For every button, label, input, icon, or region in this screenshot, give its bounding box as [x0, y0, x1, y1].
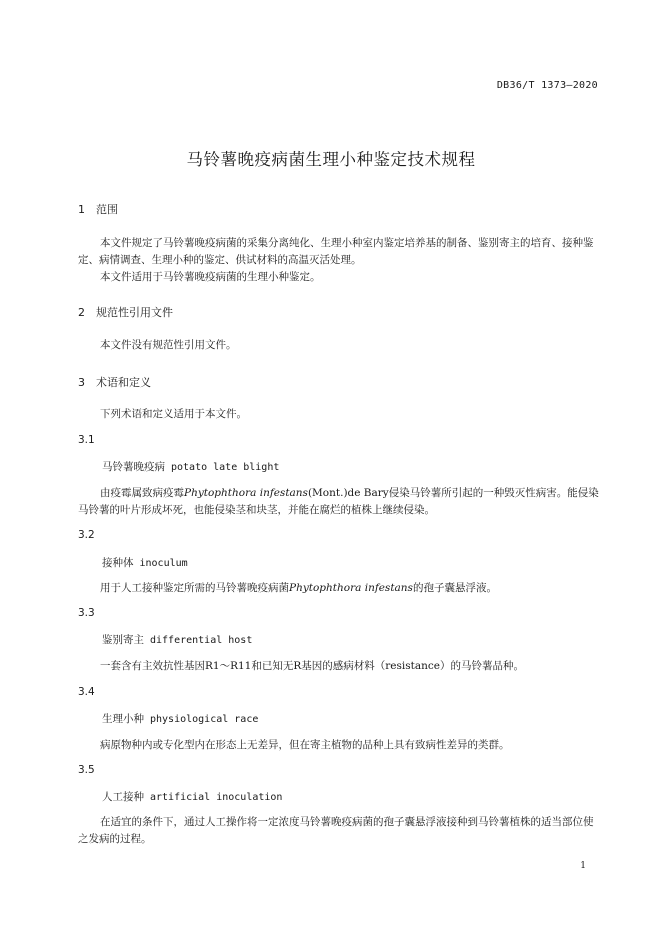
term-en: inoculum: [139, 558, 188, 569]
term-number: 3.4: [78, 686, 95, 698]
definition-text: 由疫霉属致病疫霉: [100, 487, 184, 499]
section-title: 规范性引用文件: [96, 306, 173, 319]
term-zh: 马铃薯晚疫病: [102, 461, 165, 473]
definition-text: 的孢子囊悬浮液。: [412, 582, 497, 594]
section-number: 1: [78, 203, 85, 216]
term-zh: 人工接种: [102, 791, 144, 803]
term-definition: [78, 485, 600, 519]
term-en: differential host: [150, 635, 253, 646]
term-heading: [102, 555, 188, 570]
term-heading: [102, 632, 252, 647]
scientific-name: Phytophthora infestans: [289, 582, 413, 594]
definition-text: (Mont.)de Bary侵染马铃薯所引起的一种毁灭性病害。能侵染马铃薯的叶片形成坏死，也能侵染茎和块茎，并能在腐烂的植株上继续侵染。: [78, 487, 599, 516]
term-en: artificial inoculation: [150, 792, 283, 803]
term-definition: 在适宜的条件下，通过人工操作将一定浓度马铃薯晚疫病菌的孢子囊悬浮液接种到马铃薯植株的适当部位使之发病的过程。: [78, 816, 594, 845]
section-number: 3: [78, 376, 85, 389]
term-heading: [102, 459, 279, 474]
term-number: 3.3: [78, 607, 95, 619]
section-number: 2: [78, 306, 85, 319]
definition-text: 用于人工接种鉴定所需的马铃薯晚疫病菌: [100, 582, 289, 594]
section-heading-scope: [78, 201, 118, 217]
term-number: 3.5: [78, 764, 95, 776]
scope-paragraph-2: 本文件适用于马铃薯晚疫病菌的生理小种鉴定。: [100, 271, 321, 283]
term-heading: [102, 789, 282, 804]
references-paragraph: 本文件没有规范性引用文件。: [100, 339, 237, 351]
term-zh: 鉴别寄主: [102, 634, 144, 646]
term-zh: 接种体: [102, 557, 134, 569]
term-definition: [78, 580, 600, 597]
document-title: 马铃薯晚疫病菌生理小种鉴定技术规程: [186, 150, 476, 169]
section-title: 范围: [96, 203, 118, 216]
document-code: DB36/T 1373—2020: [496, 80, 598, 91]
section-title: 术语和定义: [96, 376, 151, 389]
term-heading: [102, 711, 258, 726]
term-number: 3.2: [78, 529, 95, 541]
term-zh: 生理小种: [102, 713, 144, 725]
scope-paragraph-1: 本文件规定了马铃薯晚疫病菌的采集分离纯化、生理小种室内鉴定培养基的制备、鉴别寄主的培育、接种鉴定、病情调查、生理小种的鉴定、供试材料的高温灭活处理。: [78, 237, 594, 266]
term-number: 3.1: [78, 434, 95, 446]
term-en: physiological race: [150, 714, 259, 725]
section-heading-terms: [78, 374, 151, 390]
terms-intro-paragraph: 下列术语和定义适用于本文件。: [100, 408, 247, 420]
page-number: 1: [580, 861, 586, 871]
term-en: potato late blight: [171, 462, 280, 473]
term-definition: 一套含有主效抗性基因R1～R11和已知无R基因的感病材料（resistance）的马铃薯品种。: [100, 660, 524, 672]
section-heading-normative-references: [78, 304, 173, 320]
scientific-name: Phytophthora infestans: [184, 487, 308, 499]
term-definition: 病原物种内或专化型内在形态上无差异，但在寄主植物的品种上具有致病性差异的类群。: [100, 739, 510, 751]
